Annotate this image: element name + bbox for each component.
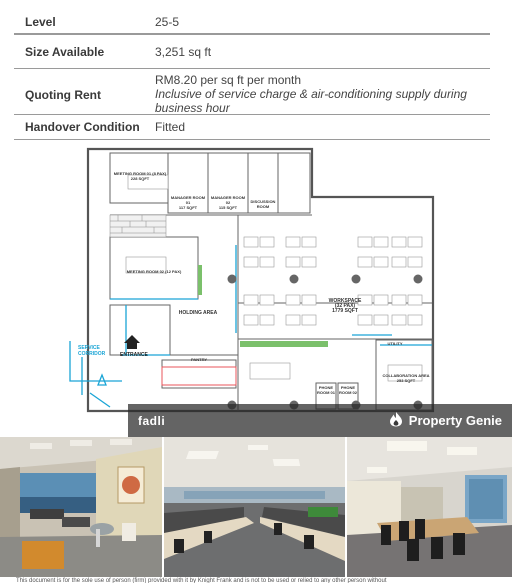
- photo-open-workspace: [164, 437, 345, 577]
- label-holding-area: HOLDING AREA: [178, 310, 218, 316]
- property-genie-text: Property Genie: [408, 413, 502, 428]
- flame-house-icon: [389, 411, 403, 430]
- label-service-corridor: SERVICE CORRIDOR: [78, 345, 106, 357]
- label-discussion-room: DISCUSSION ROOM: [250, 199, 276, 209]
- spec-row-rent: [14, 69, 490, 115]
- spec-row-size: [14, 34, 490, 69]
- floor-plan: [62, 145, 441, 435]
- spec-table: [14, 0, 490, 140]
- watermark-bar: [128, 404, 512, 437]
- photo-meeting-room: [347, 437, 512, 577]
- spec-row-level: [14, 10, 490, 34]
- spec-note-rent: Inclusive of service charge & air-conditioning supply during business hour: [155, 87, 467, 115]
- photo-reception-lounge: [0, 437, 162, 577]
- spec-label-level: Level: [25, 15, 56, 29]
- spec-value-handover: Fitted: [155, 120, 186, 134]
- spec-value-rent: RM8.20 per sq ft per month: [155, 73, 302, 87]
- label-phone-room-2: PHONE ROOM 02: [338, 385, 357, 395]
- label-workspace: WORKSPACE (32 PAX) 1779 SQFT: [328, 298, 362, 314]
- label-collaboration-area: COLLABORATION AREA 253 SQFT: [382, 373, 430, 383]
- label-meeting-room-1: MEETING ROOM 01 (8 PAX) 228 SQFT: [113, 171, 167, 181]
- label-meeting-room-2: MEETING ROOM 02 (12 PAX): [126, 269, 182, 274]
- spec-label-rent: Quoting Rent: [25, 88, 101, 102]
- watermark-user: fadli: [138, 413, 166, 428]
- label-entrance: ENTRANCE: [120, 352, 148, 358]
- label-manager-room-1: MANAGER ROOM 01 117 SQFT: [170, 195, 206, 210]
- label-manager-room-2: MANAGER ROOM 02 115 SQFT: [210, 195, 246, 210]
- label-phone-room-1: PHONE ROOM 01: [316, 385, 335, 395]
- label-pantry: PANTRY: [191, 357, 207, 362]
- footer-disclaimer: This document is for the sole use of person (firm) provided with it by Knight Frank and is not to be used or relied to any other person without: [16, 578, 387, 583]
- property-genie-logo: [389, 411, 502, 430]
- floor-plan-drawing: [62, 145, 441, 435]
- spec-value-size: 3,251 sq ft: [155, 44, 212, 59]
- spec-row-handover: [14, 115, 490, 140]
- spec-label-size: Size Available: [25, 44, 105, 59]
- spec-value-rent-block: [155, 69, 490, 115]
- label-utility: UTILITY: [387, 341, 403, 346]
- spec-value-level: 25-5: [155, 15, 180, 29]
- spec-label-handover: Handover Condition: [25, 120, 140, 134]
